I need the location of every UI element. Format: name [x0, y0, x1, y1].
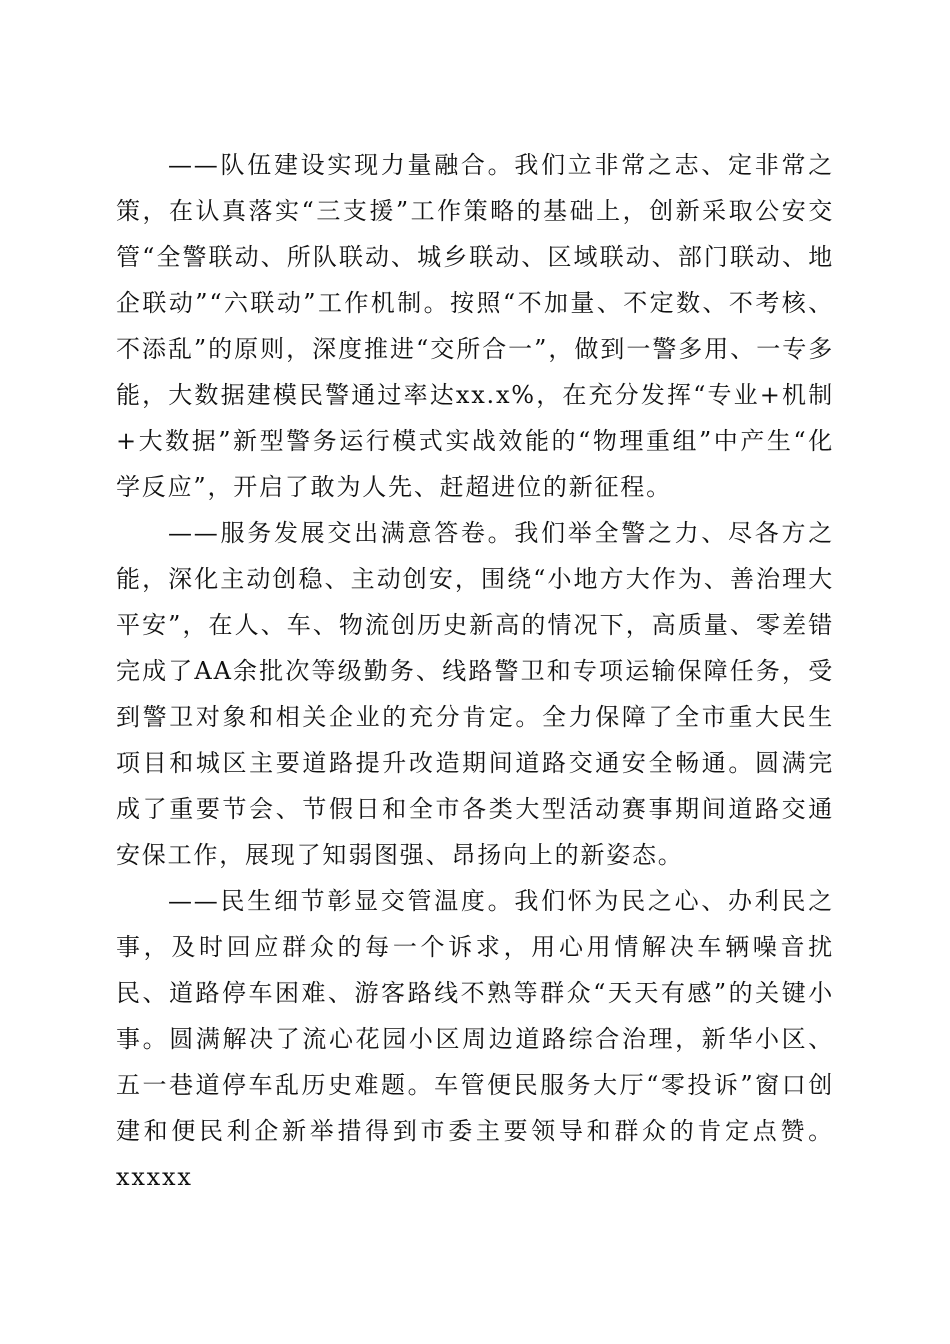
- document-body: [116, 142, 834, 1200]
- paragraph-service-development: ——服务发展交出满意答卷。我们举全警之力、尽各方之能，深化主动创稳、主动创安，围绕“小地方大作为、善治理大平安”，在人、车、物流创历史新高的情况下，高质量、零差错完成了AA余批次等级勤务、线路警卫和专项运输保障任务，受到警卫对象和相关企业的充分肯定。全力保障了全市重大民生项目和城区主要道路提升改造期间道路交通安全畅通。圆满完成了重要节会、节假日和全市各类大型活动赛事期间道路交通安保工作，展现了知弱图强、昂扬向上的新姿态。: [116, 519, 834, 869]
- paragraph-team-building: ——队伍建设实现力量融合。我们立非常之志、定非常之策，在认真落实“三支援”工作策略的基础上，创新采取公安交管“全警联动、所队联动、城乡联动、区域联动、部门联动、地企联动”“六联动”工作机制。按照“不加量、不定数、不考核、不添乱”的原则，深度推进“交所合一”，做到一警多用、一专多能，大数据建模民警通过率达xx.x%，在充分发挥“专业+机制+大数据”新型警务运行模式实战效能的“物理重组”中产生“化学反应”，开启了敢为人先、赶超进位的新征程。: [116, 151, 834, 501]
- paragraph-livelihood-details: ——民生细节彰显交管温度。我们怀为民之心、办利民之事，及时回应群众的每一个诉求，用心用情解决车辆噪音扰民、道路停车困难、游客路线不熟等群众“天天有感”的关键小事。圆满解决了流心花园小区周边道路综合治理，新华小区、五一巷道停车乱历史难题。车管便民服务大厅“零投诉”窗口创建和便民利企新举措得到市委主要领导和群众的肯定点赞。xxxxx: [116, 887, 834, 1191]
